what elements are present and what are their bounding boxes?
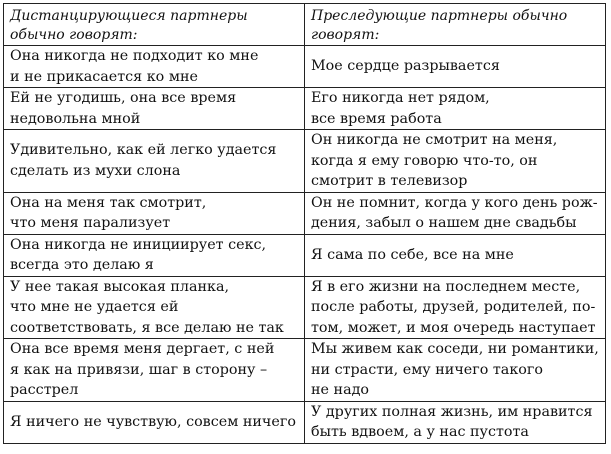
table-row xyxy=(4,339,606,402)
pursuing-cell: Он никогда не смотрит на меня, когда я ему говорю что-то, он смотрит в телевизор xyxy=(305,130,606,193)
table-row xyxy=(4,276,606,339)
pursuing-cell: У других полная жизнь, им нравится быть вдвоем, а у нас пустота xyxy=(305,401,606,443)
table-row xyxy=(4,401,606,443)
distancing-cell: Я ничего не чувствую, совсем ничего xyxy=(4,401,305,443)
partners-quotes-table xyxy=(3,3,606,444)
table-row xyxy=(4,46,606,88)
distancing-cell: Она никогда не инициирует секс, всегда это делаю я xyxy=(4,234,305,276)
table-header xyxy=(4,4,606,46)
table-row xyxy=(4,88,606,130)
header-distancing: Дистанцирующиеся партнеры обычно говорят: xyxy=(4,4,305,46)
table-row xyxy=(4,234,606,276)
distancing-cell: У нее такая высокая планка, что мне не удается ей соответствовать, я все делаю не так xyxy=(4,276,305,339)
distancing-cell: Она на меня так смотрит, что меня парализует xyxy=(4,192,305,234)
pursuing-cell: Я сама по себе, все на мне xyxy=(305,234,606,276)
table-row xyxy=(4,192,606,234)
distancing-cell: Она никогда не подходит ко мне и не прикасается ко мне xyxy=(4,46,305,88)
header-pursuing: Преследующие партнеры обычно говорят: xyxy=(305,4,606,46)
table-body xyxy=(4,46,606,444)
table-row xyxy=(4,130,606,193)
pursuing-cell: Мы живем как соседи, ни романтики, ни страсти, ему ничего такого не надо xyxy=(305,339,606,402)
distancing-cell: Ей не угодишь, она все время недовольна мной xyxy=(4,88,305,130)
pursuing-cell: Он не помнит, когда у кого день рож- дения, забыл о нашем дне свадьбы xyxy=(305,192,606,234)
distancing-cell: Удивительно, как ей легко удается сделать из мухи слона xyxy=(4,130,305,193)
table-header-row xyxy=(4,4,606,46)
pursuing-cell: Я в его жизни на последнем месте, после работы, друзей, родителей, по- том, может, и моя очередь наступает xyxy=(305,276,606,339)
pursuing-cell: Мое сердце разрывается xyxy=(305,46,606,88)
pursuing-cell: Его никогда нет рядом, все время работа xyxy=(305,88,606,130)
distancing-cell: Она все время меня дергает, с ней я как на привязи, шаг в сторону – расстрел xyxy=(4,339,305,402)
